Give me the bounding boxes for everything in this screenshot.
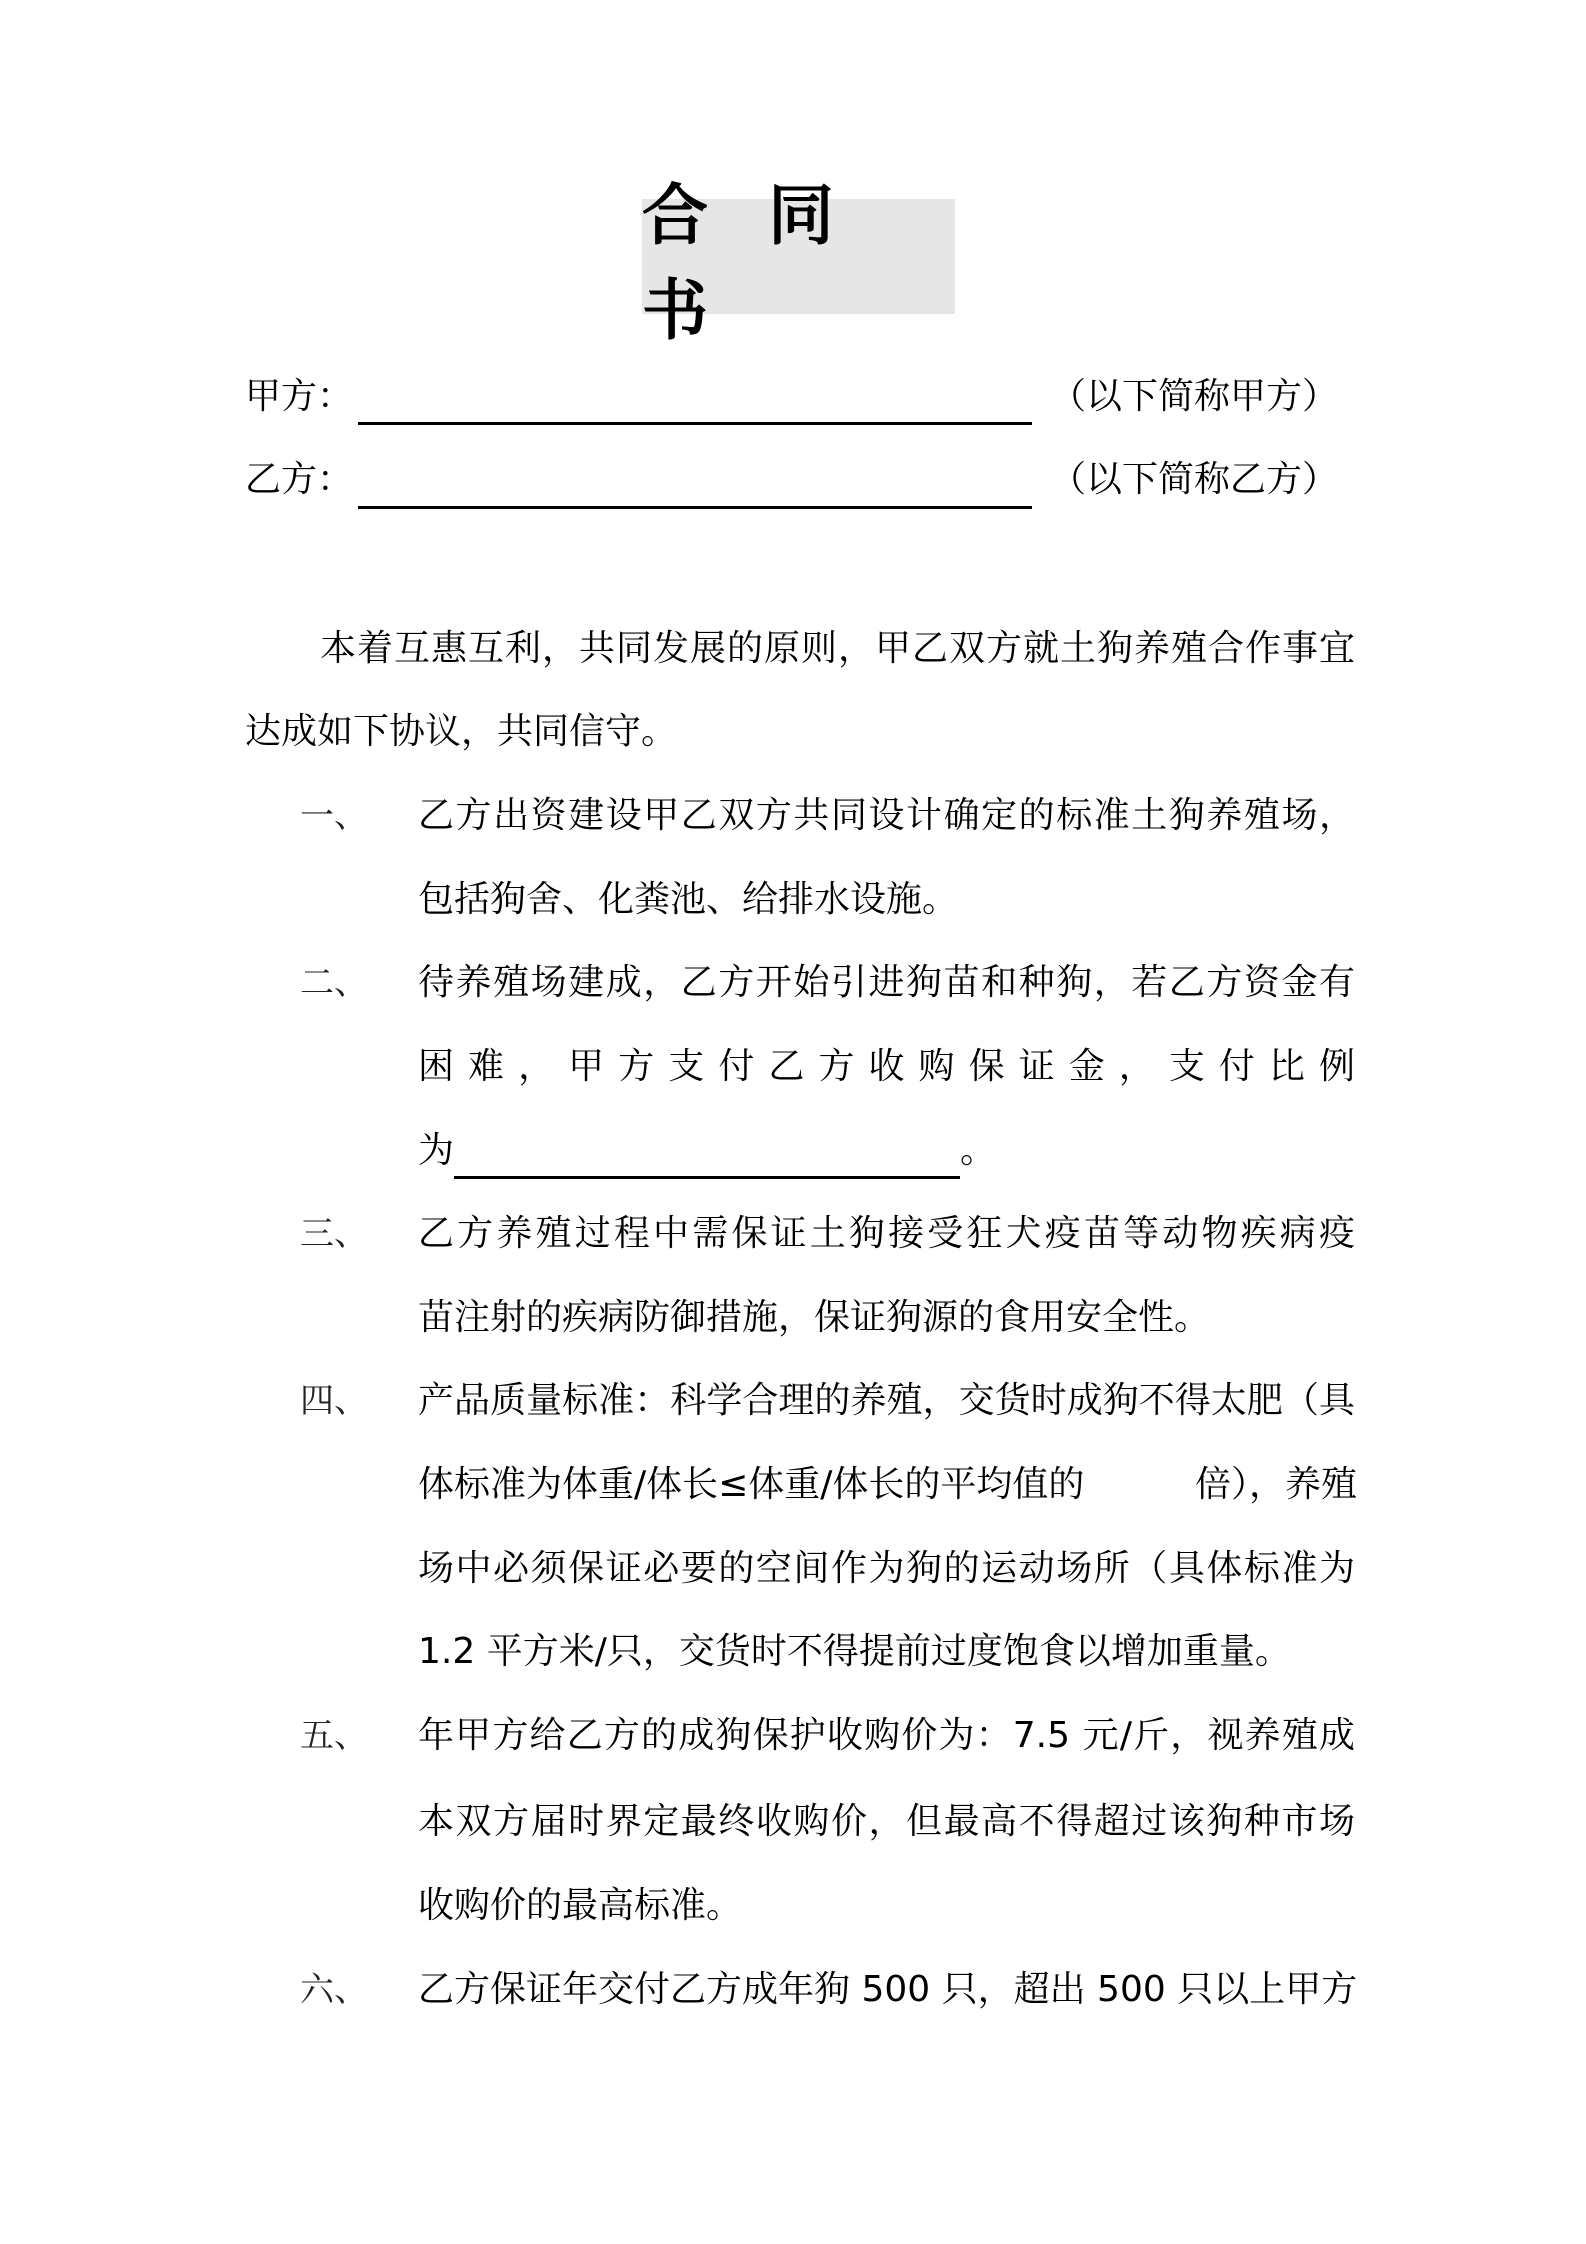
document-title: 合同书 — [642, 176, 894, 349]
party-a-label: 甲方： — [245, 376, 354, 417]
item-number: 四、 — [300, 1381, 368, 1421]
item-text-line: 乙方保证年交付乙方成年狗 500 只，超出 500 只以上甲方 — [418, 1969, 1358, 2010]
item-number: 三、 — [300, 1214, 368, 1254]
item-text-line: 为 — [418, 1130, 455, 1171]
item-text-line: 乙方出资建设甲乙双方共同设计确定的标准土狗养殖场， — [418, 795, 1355, 836]
item-number: 一、 — [300, 796, 368, 836]
party-a-suffix: （以下简称甲方） — [1050, 376, 1339, 417]
party-b-blank — [358, 506, 1032, 509]
item-text-line: 乙方养殖过程中需保证土狗接受狂犬疫苗等动物疾病疫 — [418, 1213, 1355, 1254]
item-number: 二、 — [300, 963, 368, 1003]
item-text-line: 倍），养殖 — [1195, 1464, 1358, 1505]
item-number: 六、 — [300, 1970, 368, 2010]
title-box — [642, 176, 955, 349]
item-text-line: 困难，甲方支付乙方收购保证金，支付比例 — [418, 1046, 1355, 1087]
item-text-line: 场中必须保证必要的空间作为狗的运动场所（具体标准为 — [418, 1548, 1355, 1589]
item-text-line: 苗注射的疾病防御措施，保证狗源的食用安全性。 — [418, 1297, 1211, 1338]
item-text-line: 。 — [960, 1130, 997, 1171]
item-text-line: 年甲方给乙方的成狗保护收购价为：7.5 元/斤，视养殖成 — [418, 1715, 1355, 1756]
party-b-suffix: （以下简称乙方） — [1050, 459, 1339, 500]
item-text-line: 体标准为体重/体长≤体重/体长的平均值的 — [418, 1464, 1085, 1505]
item-text-line: 包括狗舍、化粪池、给排水设施。 — [418, 879, 959, 920]
ratio-blank — [454, 1176, 960, 1179]
item-text-line: 1.2 平方米/只，交货时不得提前过度饱食以增加重量。 — [418, 1631, 1291, 1672]
item-number: 五、 — [300, 1716, 368, 1756]
intro-line-1: 本着互惠互利，共同发展的原则，甲乙双方就土狗养殖合作事宜 — [320, 628, 1355, 669]
party-b-label: 乙方： — [245, 459, 354, 500]
item-text-line: 本双方届时界定最终收购价，但最高不得超过该狗种市场 — [418, 1801, 1355, 1842]
item-text-line: 待养殖场建成，乙方开始引进狗苗和种狗，若乙方资金有 — [418, 962, 1355, 1003]
item-text-line: 产品质量标准：科学合理的养殖，交货时成狗不得太肥（具 — [418, 1380, 1355, 1421]
item-text-line: 收购价的最高标准。 — [418, 1885, 743, 1926]
party-a-blank — [358, 422, 1032, 425]
intro-line-2: 达成如下协议，共同信守。 — [245, 711, 678, 752]
